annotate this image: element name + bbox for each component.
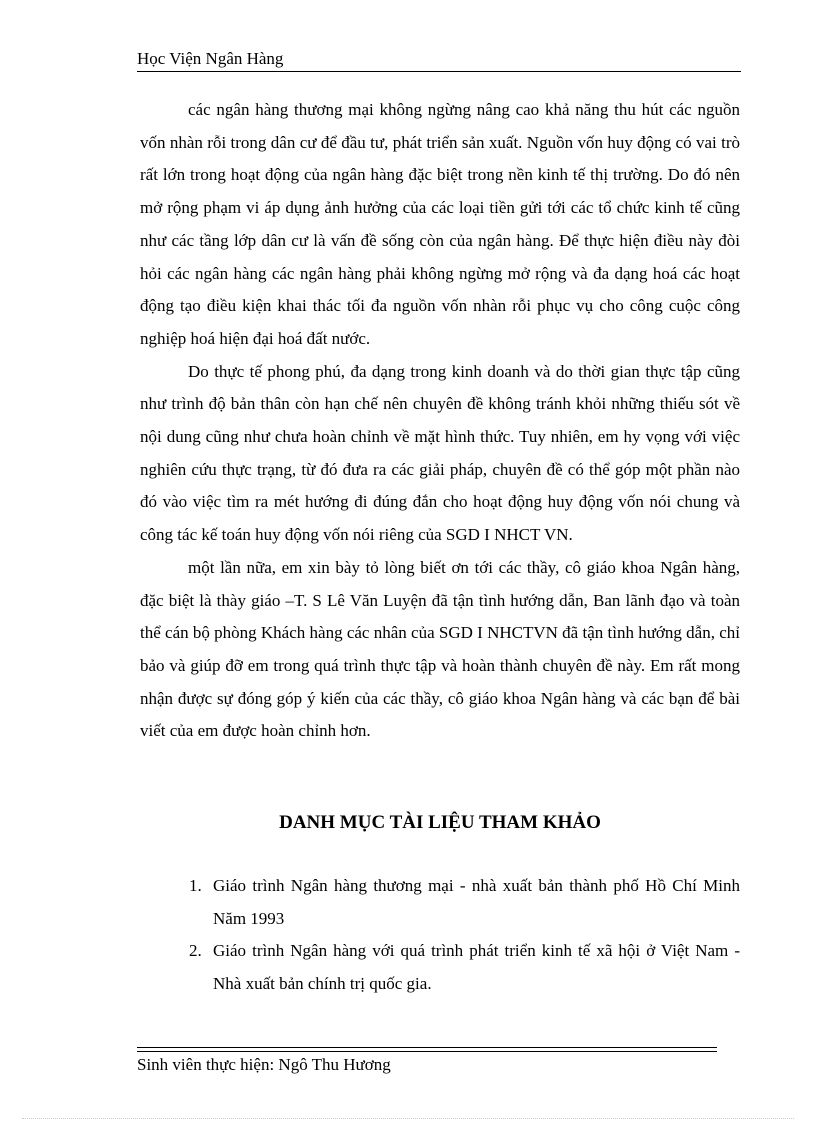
references-list bbox=[140, 870, 740, 1001]
body-text bbox=[140, 94, 740, 748]
paragraph: một lần nữa, em xin bày tỏ lòng biết ơn tới các thầy, cô giáo khoa Ngân hàng, đặc biệt là thày giáo –T. S Lê Văn Luyện đã tận tình hướng dẫn, Ban lãnh đạo và toàn thể cán bộ phòng Khách hàng các nhân của SGD I NHCTVN đã tận tình hướng dẫn, chỉ bảo và giúp đỡ em trong quá trình thực tập và hoàn thành chuyên đề này. Em rất mong nhận được sự đóng góp ý kiến của các thầy, cô giáo khoa Ngân hàng và các bạn để bài viết của em được hoàn chỉnh hơn. bbox=[140, 557, 740, 741]
reference-text: Giáo trình Ngân hàng thương mại - nhà xuất bản thành phố Hồ Chí Minh Năm 1993 bbox=[213, 876, 740, 928]
reference-number: 2. bbox=[189, 941, 202, 961]
reference-number: 1. bbox=[189, 876, 202, 895]
reference-item bbox=[140, 870, 740, 935]
references-heading: DANH MỤC TÀI LIỆU THAM KHẢO bbox=[279, 812, 601, 833]
page-footer: Sinh viên thực hiện: Ngô Thu Hương bbox=[137, 1055, 391, 1074]
footer-rule bbox=[137, 1047, 717, 1052]
reference-item bbox=[140, 935, 740, 1000]
header-rule bbox=[137, 71, 741, 72]
page-header: Học Viện Ngân Hàng bbox=[137, 49, 284, 68]
paragraph: các ngân hàng thương mại không ngừng nâng cao khả năng thu hút các nguồn vốn nhàn rỗi trong dân cư để đầu tư, phát triển sản xuất. Nguồn vốn huy động có vai trò rất lớn trong hoạt động của ngân hàng đặc biệt trong nền kinh tế thị trường. Do đó nên mở rộng phạm vi áp dụng ảnh hưởng của các loại tiền gửi tới các tổ chức kinh tế cũng như các tầng lớp dân cư là vấn đề sống còn của ngân hàng. Để thực hiện điều này đòi hỏi các ngân hàng các ngân hàng phải không ngừng mở rộng và đa dạng hoá các hoạt động tạo điều kiện khai thác tối đa nguồn vốn nhàn rỗi phục vụ cho công cuộc công nghiệp hoá hiện đại hoá đất nước. bbox=[140, 100, 740, 348]
page-bottom-border bbox=[22, 1118, 794, 1119]
paragraph: Do thực tế phong phú, đa dạng trong kinh doanh và do thời gian thực tập cũng như trình độ bản thân còn hạn chế nên chuyên đề không tránh khỏi những thiếu sót về nội dung cũng như chưa hoàn chỉnh về mặt hình thức. Tuy nhiên, em hy vọng với việc nghiên cứu thực trạng, từ đó đưa ra các giải pháp, chuyên đề có thể góp một phần nào đó vào việc tìm ra mét hướng đi đúng đắn cho hoạt động huy động vốn nói chung và công tác kế toán huy động vốn nói riêng của SGD I NHCT VN. bbox=[140, 361, 740, 545]
reference-text: Giáo trình Ngân hàng với quá trình phát triển kinh tế xã hội ở Việt Nam - Nhà xuất bản chính trị quốc gia. bbox=[213, 941, 740, 994]
